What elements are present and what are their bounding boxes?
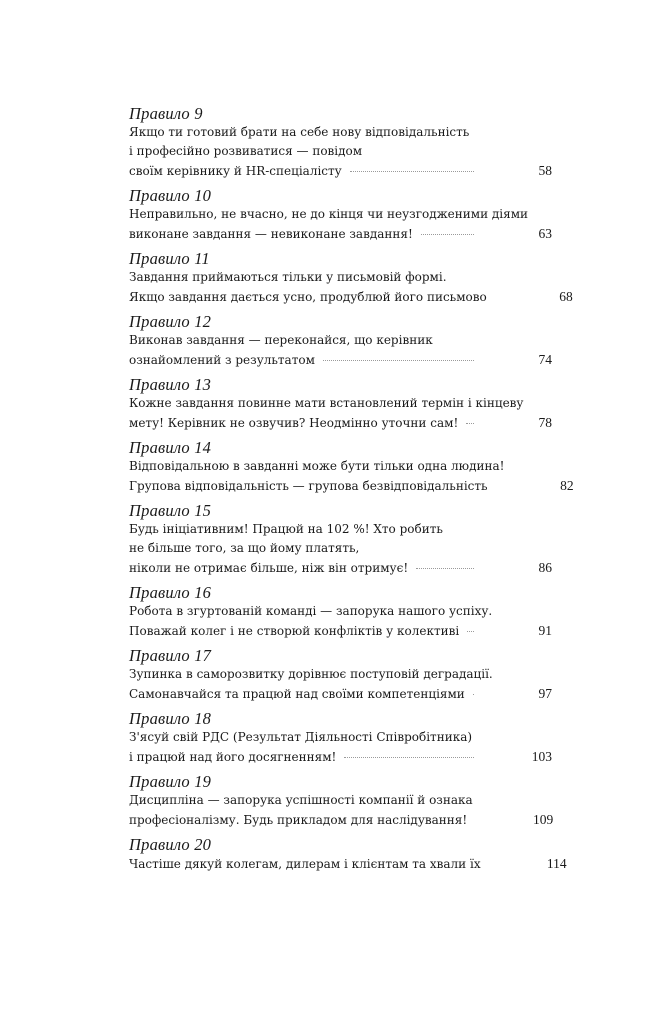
rule-last-line xyxy=(129,854,567,874)
dot-leader-container xyxy=(465,697,522,698)
dot-leader-container xyxy=(459,634,522,635)
rule-last-line xyxy=(129,224,552,244)
page-number[interactable]: 82 xyxy=(560,478,574,493)
rule-heading: Правило 10 xyxy=(129,186,212,205)
rule-text-line: Якщо завдання дається усно, продублюй його письмово xyxy=(129,290,487,304)
table-of-contents xyxy=(129,104,574,879)
dot-leader-container xyxy=(408,571,522,572)
rule-text-line: ознайомлений з результатом xyxy=(129,353,315,367)
page-number[interactable]: 78 xyxy=(538,415,552,430)
dot-leader xyxy=(421,234,474,235)
dot-leader xyxy=(467,631,474,632)
rule-text-line: Кожне завдання повинне мати встановлений термін і кінцеву xyxy=(129,396,524,410)
dot-leader-container xyxy=(413,237,522,238)
rule-heading: Правило 11 xyxy=(129,249,210,268)
rule-last-line xyxy=(129,684,552,704)
page-number[interactable]: 68 xyxy=(559,289,573,304)
dot-leader-container xyxy=(315,363,522,364)
rule-heading: Правило 14 xyxy=(129,438,212,457)
toc-entry[interactable] xyxy=(129,583,552,641)
rule-heading: Правило 13 xyxy=(129,375,212,394)
rule-last-line xyxy=(129,413,552,433)
toc-entry[interactable] xyxy=(129,375,552,433)
toc-entry[interactable] xyxy=(129,835,567,874)
page-number[interactable]: 114 xyxy=(546,856,567,871)
rule-heading: Правило 18 xyxy=(129,709,212,728)
dot-leader xyxy=(416,568,474,569)
rule-heading: Правило 20 xyxy=(129,835,212,854)
dot-leader xyxy=(466,423,474,424)
rule-text-line: Неправильно, не вчасно, не до кінця чи неузгодженими діями xyxy=(129,207,529,221)
rule-last-line xyxy=(129,747,552,767)
rule-text-line: Поважай колег і не створюй конфліктів у колективі xyxy=(129,624,460,638)
rule-heading: Правило 9 xyxy=(129,104,203,123)
page-number[interactable]: 86 xyxy=(538,560,552,575)
dot-leader-container xyxy=(458,426,522,427)
dot-leader-container xyxy=(487,300,543,301)
page-number[interactable]: 103 xyxy=(531,749,552,764)
dot-leader xyxy=(323,360,474,361)
toc-entry[interactable] xyxy=(129,312,552,370)
page-number[interactable]: 58 xyxy=(538,163,552,178)
dot-leader-container xyxy=(488,489,544,490)
page-number[interactable]: 74 xyxy=(538,352,552,367)
rule-last-line xyxy=(129,161,552,181)
dot-leader xyxy=(473,694,474,695)
toc-entry[interactable] xyxy=(129,709,552,767)
rule-text-line: Виконав завдання — переконайся, що керівник xyxy=(129,333,433,347)
rule-last-line xyxy=(129,558,552,578)
toc-entry[interactable] xyxy=(129,438,574,496)
rule-text-line: Відповідальною в завданні може бути тільки одна людина! xyxy=(129,459,505,473)
page-number[interactable]: 63 xyxy=(538,226,552,241)
rule-text-line: Самонавчайся та працюй над своїми компетенціями xyxy=(129,687,465,701)
toc-entry[interactable] xyxy=(129,772,552,830)
rule-text-line: Якщо ти готовий брати на себе нову відповідальність xyxy=(129,125,470,139)
rule-last-line xyxy=(129,810,552,830)
rule-text-line: Робота в згуртованій команді — запорука нашого успіху. xyxy=(129,604,493,618)
rule-last-line xyxy=(129,476,574,496)
rule-heading: Правило 17 xyxy=(129,646,212,665)
rule-text-line: виконане завдання — невиконане завдання! xyxy=(129,227,413,241)
toc-entry[interactable] xyxy=(129,646,552,704)
dot-leader xyxy=(344,757,474,758)
toc-entry[interactable] xyxy=(129,186,552,244)
rule-text-line: ніколи не отримає більше, ніж він отримує! xyxy=(129,561,409,575)
rule-text-line: мету! Керівник не озвучив? Неодмінно уточни сам! xyxy=(129,416,459,430)
rule-text-line: і професійно розвиватися — повідом xyxy=(129,144,363,158)
toc-entry[interactable] xyxy=(129,104,552,181)
rule-text-line: Будь ініціативним! Працюй на 102 %! Хто робить xyxy=(129,522,443,536)
rule-text-line: і працюй над його досягненням! xyxy=(129,750,337,764)
rule-heading: Правило 15 xyxy=(129,501,212,520)
rule-last-line xyxy=(129,287,573,307)
rule-text-line: своїм керівнику й HR-спеціалісту xyxy=(129,164,342,178)
rule-text-line: Частіше дякуй колегам, дилерам і клієнтам та хвали їх xyxy=(129,857,481,871)
rule-heading: Правило 16 xyxy=(129,583,212,602)
rule-heading: Правило 19 xyxy=(129,772,212,791)
rule-text-line: З'ясуй свій РДС (Результат Діяльності Співробітника) xyxy=(129,730,473,744)
page-number[interactable]: 91 xyxy=(538,623,552,638)
rule-last-line xyxy=(129,621,552,641)
toc-entry[interactable] xyxy=(129,501,552,578)
rule-text-line: професіоналізму. Будь прикладом для наслідування! xyxy=(129,813,468,827)
rule-text-line: Дисципліна — запорука успішності компанії й ознака xyxy=(129,793,473,807)
dot-leader-container xyxy=(336,760,522,761)
rule-text-line: Групова відповідальність — групова безвідповідальність xyxy=(129,479,488,493)
rule-heading: Правило 12 xyxy=(129,312,212,331)
rule-last-line xyxy=(129,350,552,370)
dot-leader xyxy=(350,171,474,172)
page-number[interactable]: 97 xyxy=(538,686,552,701)
dot-leader-container xyxy=(467,823,523,824)
page-number[interactable]: 109 xyxy=(532,812,554,827)
dot-leader-container xyxy=(342,174,522,175)
dot-leader-container xyxy=(481,867,537,868)
rule-text-line: Завдання приймаються тільки у письмовій формі. xyxy=(129,270,447,284)
toc-entry[interactable] xyxy=(129,249,573,307)
rule-text-line: не більше того, за що йому платять, xyxy=(129,541,360,555)
rule-text-line: Зупинка в саморозвитку дорівнює поступовій деградації. xyxy=(129,667,493,681)
